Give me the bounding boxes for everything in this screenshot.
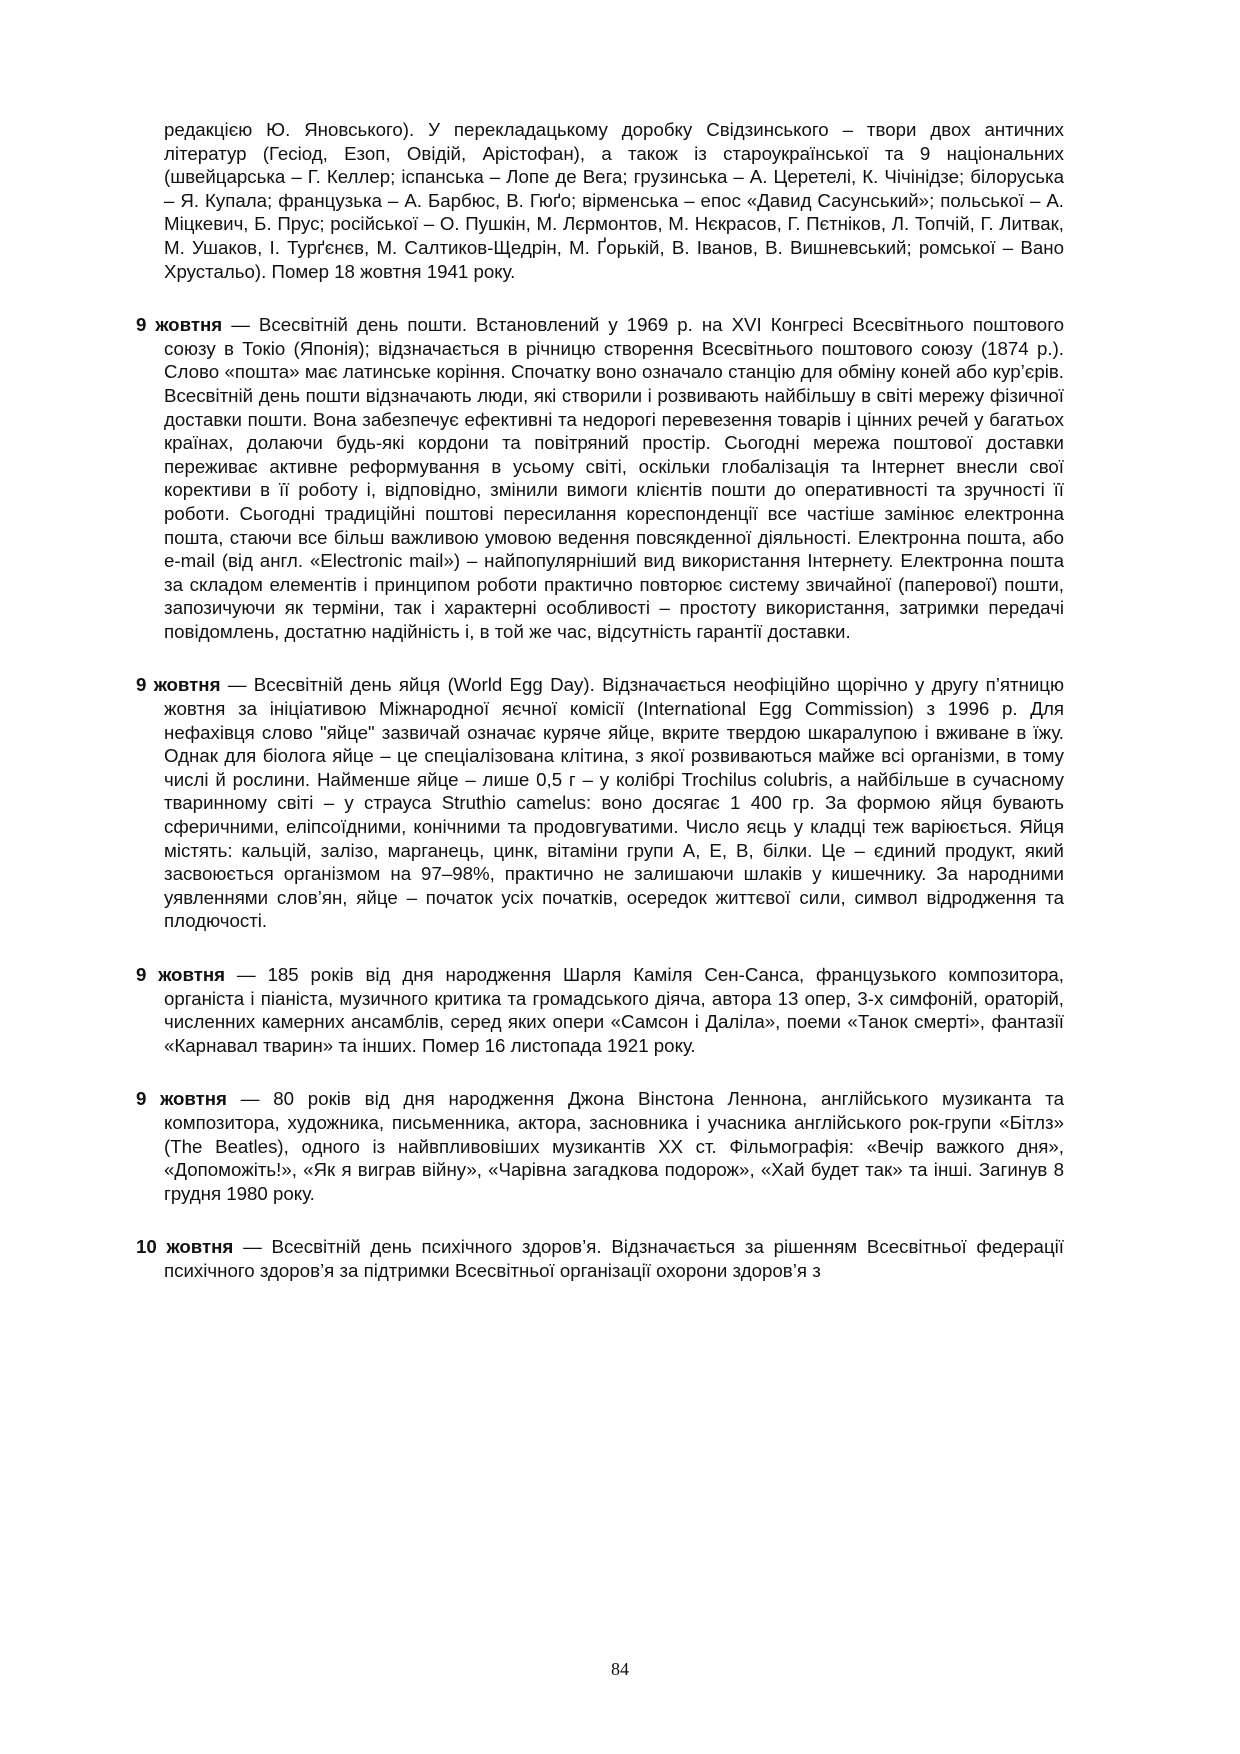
entry-date: 10 жовтня	[136, 1236, 234, 1258]
entry-text: — 80 років від дня народження Джона Вінстона Леннона, англійського музиканта та композитора, художника, письменника, актора, засновника і учасника англійського рок-групи «Бітлз» (The Beatles), одного із найвпливовіших музикантів XX ст. Фільмографія: «Вечір важкого дня», «Допоможіть!», «Як я виграв війну», «Чарівна загадкова подорож», «Хай будет так» та інші. Загинув 8 грудня 1980 року.	[164, 1088, 1064, 1204]
entry-date: 9 жовтня	[136, 964, 226, 985]
entry-world-post-day	[136, 313, 1064, 643]
entry-text: — Всесвітній день психічного здоров’я. Відзначається за рішенням Всесвітньої федерації психічного здоров’я за підтримки Всесвітньої організації охорони здоров’я з	[164, 1236, 1064, 1281]
entry-lennon	[136, 1087, 1064, 1205]
entry-text: — Всесвітній день яйця (World Egg Day). Відзначається неофіційно щорічно у другу п’ятницю жовтня за ініціативою Міжнародної яєчної комісії (International Egg Commission) з 1996 р. Для нефахівця слово "яйце" зазвичай означає куряче яйце, вкрите твердою шкаралупою і вживане в їжу. Однак для біолога яйце – це спеціалізована клітина, з якої розвиваються майже всі організми, в тому числі й рослини. Найменше яйце – лише 0,5 г – у колібрі Trochilus colubris, а найбільше в сучасному тваринному світі – у страуса Struthio camelus: воно досягає 1 400 гр. За формою яйця бувають сферичними, еліпсоїдними, конічними та продовгуватими. Число яєць у кладці теж варіюється. Яйця містять: кальцій, залізо, марганець, цинк, вітаміни групи А, Е, В, білки. Це – єдиний продукт, який засвоюється організмом на 97–98%, практично не залишаючи шлаків у кишечнику. За народними уявленнями слов’ян, яйце – початок усіх початків, осередок життєвої сили, символ відродження та плодючості.	[164, 674, 1065, 932]
entry-date: 9 жовтня	[136, 1088, 227, 1110]
entry-text: — 185 років від дня народження Шарля Каміля Сен-Санса, французького композитора, органіста і піаніста, музичного критика та громадського діяча, автора 13 опер, 3-х симфоній, ораторій, численних камерних ансамблів, серед яких опери «Самсон і Даліла», поеми «Танок смерті», фантазії «Карнавал тварин» та інших. Помер 16 листопада 1921 року.	[164, 964, 1064, 1056]
entry-date: 9 жовтня	[136, 674, 221, 696]
intro-paragraph: редакцією Ю. Яновського). У перекладацькому доробку Свідзинського – твори двох античних літератур (Гесіод, Езоп, Овідій, Арістофан), а також із староукраїнської та 9 національних (швейцарська – Г. Келлер; іспанська – Лопе де Вега; грузинська – А. Церетелі, К. Чічінідзе; білоруська – Я. Купала; французька – А. Барбюс, В. Гюґо; вірменська – епос «Давид Сасунський»; польської – А. Міцкевич, Б. Прус; російської – О. Пушкін, М. Лєрмонтов, М. Нєкрасов, Г. Пєтніков, Л. Топчій, Г. Литвак, М. Ушаков, І. Турґєнєв, М. Салтиков-Щедрін, М. Ґорькій, В. Іванов, В. Вишневський; ромської – Вано Хрустальо). Помер 18 жовтня 1941 року.	[164, 119, 1064, 282]
entry-date: 9 жовтня	[136, 314, 223, 336]
entry-saint-saens	[136, 963, 1064, 1057]
text-column	[136, 118, 1064, 1283]
entry-text: — Всесвітній день пошти. Встановлений у 1969 р. на XVI Конгресі Всесвітнього поштового союзу в Токіо (Японія); відзначається в річницю створення Всесвітнього поштового союзу (1874 р.). Слово «пошта» має латинське коріння. Спочатку воно означало станцію для обміну коней або кур’єрів. Всесвітній день пошти відзначають люди, які створили і розвивають найбільшу в світі мережу фізичної доставки пошти. Вона забезпечує ефективні та недорогі перевезення товарів і цінних речей у багатьох країнах, долаючи будь-які кордони та повітряний простір. Сьогодні мережа поштової доставки переживає активне реформування в усьому світі, оскільки глобалізація та Інтернет внесли свої корективи в її роботу і, відповідно, змінили вимоги клієнтів пошти до оперативності та зручності її роботи. Сьогодні традиційні поштові пересилання кореспонденції все частіше замінює електронна пошта, стаючи все більш важливою умовою ведення повсякденної діяльності. Електронна пошта, або e-mail (від англ. «Electronic mail») – найпопулярніший вид використання Інтернету. Електронна пошта за складом елементів і принципом роботи практично повторює систему звичайної (паперової) пошти, запозичуючи як терміни, так і характерні особливості – простоту використання, затримки передачі повідомлень, достатню надійність і, в той же час, відсутність гарантії доставки.	[164, 314, 1064, 642]
page-number: 84	[611, 1659, 629, 1679]
entry-world-egg-day	[136, 673, 1064, 933]
entry-mental-health-day	[136, 1235, 1064, 1282]
